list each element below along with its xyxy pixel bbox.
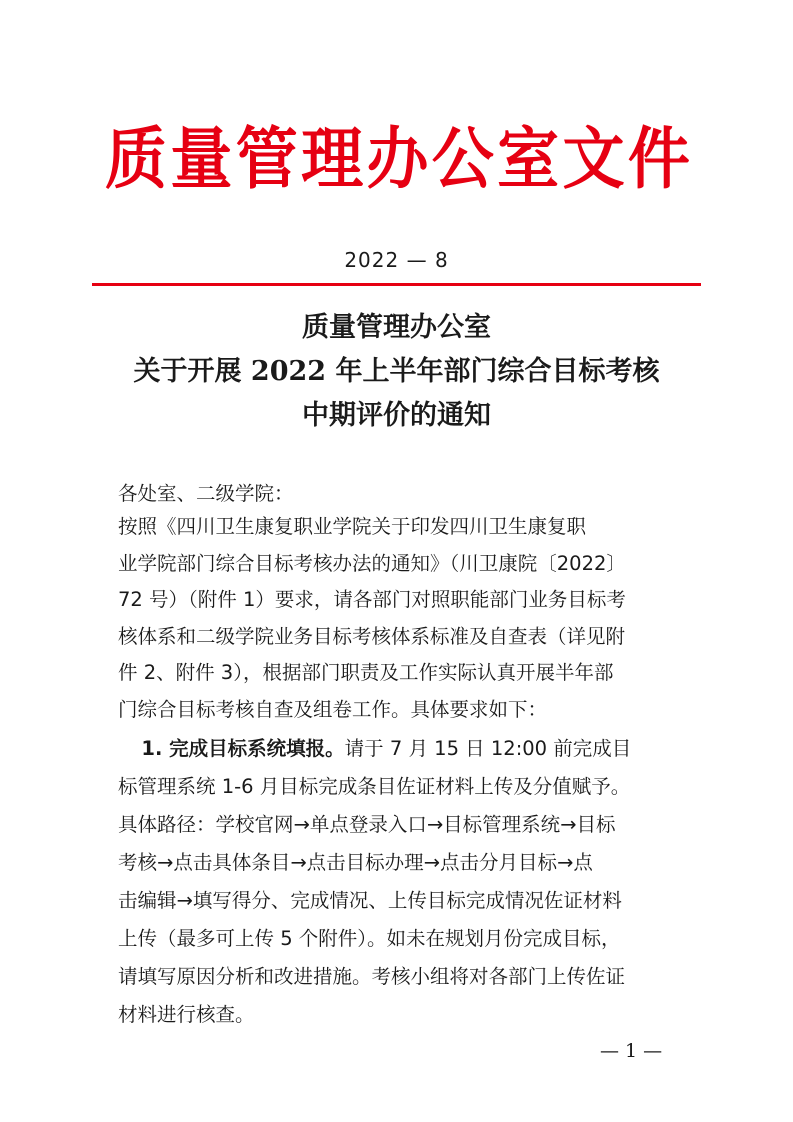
masthead-char: 件	[627, 118, 690, 198]
paragraph-line: 按照《四川卫生康复职业学院关于印发四川卫生康复职	[118, 515, 587, 538]
masthead-char: 量	[170, 118, 233, 198]
paragraph-line: 具体路径：学校官网→单点登录入口→目标管理系统→目标	[118, 813, 616, 836]
paragraph-line: 72 号）（附件 1）要求，请各部门对照职能部门业务目标考	[118, 588, 626, 611]
masthead-char: 办	[366, 118, 429, 198]
masthead-char: 文	[562, 118, 625, 198]
paragraph-line: 门综合目标考核自查及组卷工作。具体要求如下：	[118, 697, 548, 721]
paragraph-line: 考核→点击具体条目→点击目标办理→点击分月目标→点	[118, 851, 593, 874]
masthead-title	[105, 108, 690, 198]
masthead-char: 理	[301, 118, 364, 198]
paragraph-line: 材料进行核查。	[118, 1003, 255, 1026]
masthead-char: 室	[497, 118, 560, 198]
paragraph-line: 业学院部门综合目标考核办法的通知》（川卫康院〔2022〕	[118, 551, 626, 575]
document-title	[0, 306, 793, 438]
paragraph-line: 击编辑→填写得分、完成情况、上传目标完成情况佐证材料	[118, 889, 622, 912]
item-1-heading: 1. 完成目标系统填报。	[141, 737, 345, 760]
item-1-first-text: 请于 7 月 15 日 12:00 前完成目	[344, 737, 632, 760]
title-line-3: 中期评价的通知	[302, 400, 491, 431]
paragraph-line: 件 2、附件 3），根据部门职责及工作实际认真开展半年部	[118, 661, 614, 684]
masthead-char: 管	[235, 118, 298, 198]
paragraph-line: 上传（最多可上传 5 个附件）。如未在规划月份完成目标，	[118, 927, 621, 950]
document-number: 2022 — 8	[344, 248, 449, 272]
salutation: 各处室、二级学院：	[118, 482, 294, 505]
header-divider	[92, 283, 701, 286]
paragraph-line: 请填写原因分析和改进措施。考核小组将对各部门上传佐证	[118, 965, 626, 988]
title-line-1: 质量管理办公室	[302, 312, 491, 343]
masthead-char: 公	[431, 118, 494, 198]
paragraph-line: 标管理系统 1-6 月目标完成条目佐证材料上传及分值赋予。	[118, 775, 631, 798]
masthead-char: 质	[105, 118, 168, 198]
page-number: — 1 —	[600, 1040, 663, 1062]
title-line-2: 关于开展 2022 年上半年部门综合目标考核	[133, 356, 660, 387]
paragraph-line: 核体系和二级学院业务目标考核体系标准及自查表（详见附	[118, 624, 626, 648]
item-1-first-line	[118, 730, 631, 768]
